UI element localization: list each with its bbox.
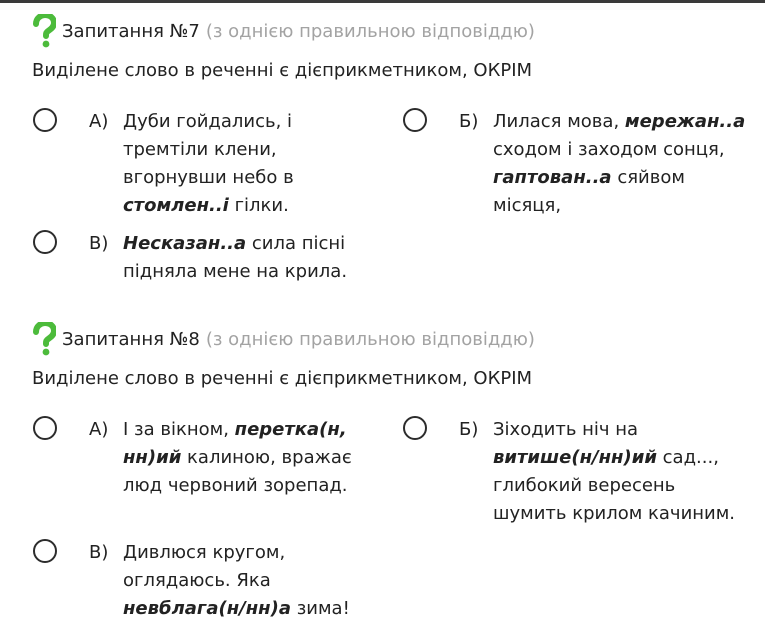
option-text — [493, 108, 745, 220]
option-radio[interactable] — [403, 108, 427, 132]
text-segment: Дивлюся кругом, — [123, 542, 286, 563]
option-text-line — [123, 230, 347, 258]
option-text — [493, 416, 735, 528]
question-mark-icon — [32, 14, 56, 48]
text-segment: калиною, вражає — [181, 447, 352, 468]
option-text — [123, 539, 350, 623]
question-hint: (з однією правильною відповіддю) — [205, 328, 535, 350]
option-text-line — [123, 164, 294, 192]
option-text — [123, 230, 347, 286]
option-text-line — [123, 444, 352, 472]
question-prompt: Виділене слово в реченні є дієприкметником, ОКРІМ — [32, 60, 533, 81]
highlighted-word: невблага(н/нн)а — [123, 598, 291, 619]
text-segment: тремтіли клени, — [123, 139, 277, 160]
text-segment: оглядаюсь. Яка — [123, 570, 271, 591]
highlighted-word: мережан..а — [624, 111, 746, 132]
text-segment: сила пісні — [246, 233, 346, 254]
option-text-line — [123, 416, 352, 444]
option-radio[interactable] — [33, 108, 57, 132]
option-radio[interactable] — [33, 539, 57, 563]
top-border — [0, 0, 765, 3]
highlighted-word: нн)ий — [123, 447, 182, 468]
option-text-line — [123, 567, 350, 595]
text-segment: місяця, — [493, 195, 562, 216]
option-text-line — [493, 136, 745, 164]
option-text-line — [493, 164, 745, 192]
option-text-line — [123, 258, 347, 286]
text-segment: сад..., — [656, 447, 719, 468]
option-letter: Б) — [459, 419, 479, 440]
option-letter: А) — [89, 419, 109, 440]
option-text-line — [493, 416, 735, 444]
question-header — [32, 322, 535, 356]
option-text-line — [493, 192, 745, 220]
text-segment: шумить крилом качиним. — [493, 503, 736, 524]
option-text-line — [123, 136, 294, 164]
option-text-line — [493, 500, 735, 528]
highlighted-word: стомлен..і — [123, 195, 229, 216]
text-segment: сяйвом — [611, 167, 685, 188]
question-mark-icon — [32, 322, 56, 356]
option-text-line — [123, 539, 350, 567]
option-text-line — [493, 472, 735, 500]
highlighted-word: витише(н/нн)ий — [493, 447, 657, 468]
highlighted-word: гаптован..а — [493, 167, 612, 188]
text-segment: підняла мене на крила. — [123, 261, 348, 282]
text-segment: люд червоний зорепад. — [123, 475, 348, 496]
option-letter: Б) — [459, 111, 479, 132]
text-segment: сходом і заходом сонця, — [493, 139, 725, 160]
question-header — [32, 14, 535, 48]
highlighted-word: Несказан..а — [123, 233, 247, 254]
question-title: Запитання №7 — [62, 20, 200, 42]
option-letter: В) — [89, 233, 109, 254]
option-radio[interactable] — [403, 416, 427, 440]
option-text-line — [493, 108, 745, 136]
text-segment: Дуби гойдались, і — [123, 111, 293, 132]
option-text-line — [123, 472, 352, 500]
question-prompt: Виділене слово в реченні є дієприкметником, ОКРІМ — [32, 368, 533, 389]
option-text-line — [123, 192, 294, 220]
highlighted-word: перетка(н, — [234, 419, 347, 440]
option-radio[interactable] — [33, 230, 57, 254]
text-segment: гілки. — [228, 195, 289, 216]
option-letter: А) — [89, 111, 109, 132]
question-hint: (з однією правильною відповіддю) — [205, 20, 535, 42]
text-segment: вгорнувши небо в — [123, 167, 294, 188]
text-segment: глибокий вересень — [493, 475, 676, 496]
option-text — [123, 108, 294, 220]
option-text — [123, 416, 352, 500]
option-text-line — [123, 595, 350, 623]
option-radio[interactable] — [33, 416, 57, 440]
text-segment: Зіходить ніч на — [493, 419, 639, 440]
question-title: Запитання №8 — [62, 328, 200, 350]
option-letter: В) — [89, 542, 109, 563]
text-segment: зима! — [290, 598, 350, 619]
text-segment: Лилася мова, — [493, 111, 625, 132]
text-segment: І за вікном, — [123, 419, 235, 440]
option-text-line — [493, 444, 735, 472]
option-text-line — [123, 108, 294, 136]
